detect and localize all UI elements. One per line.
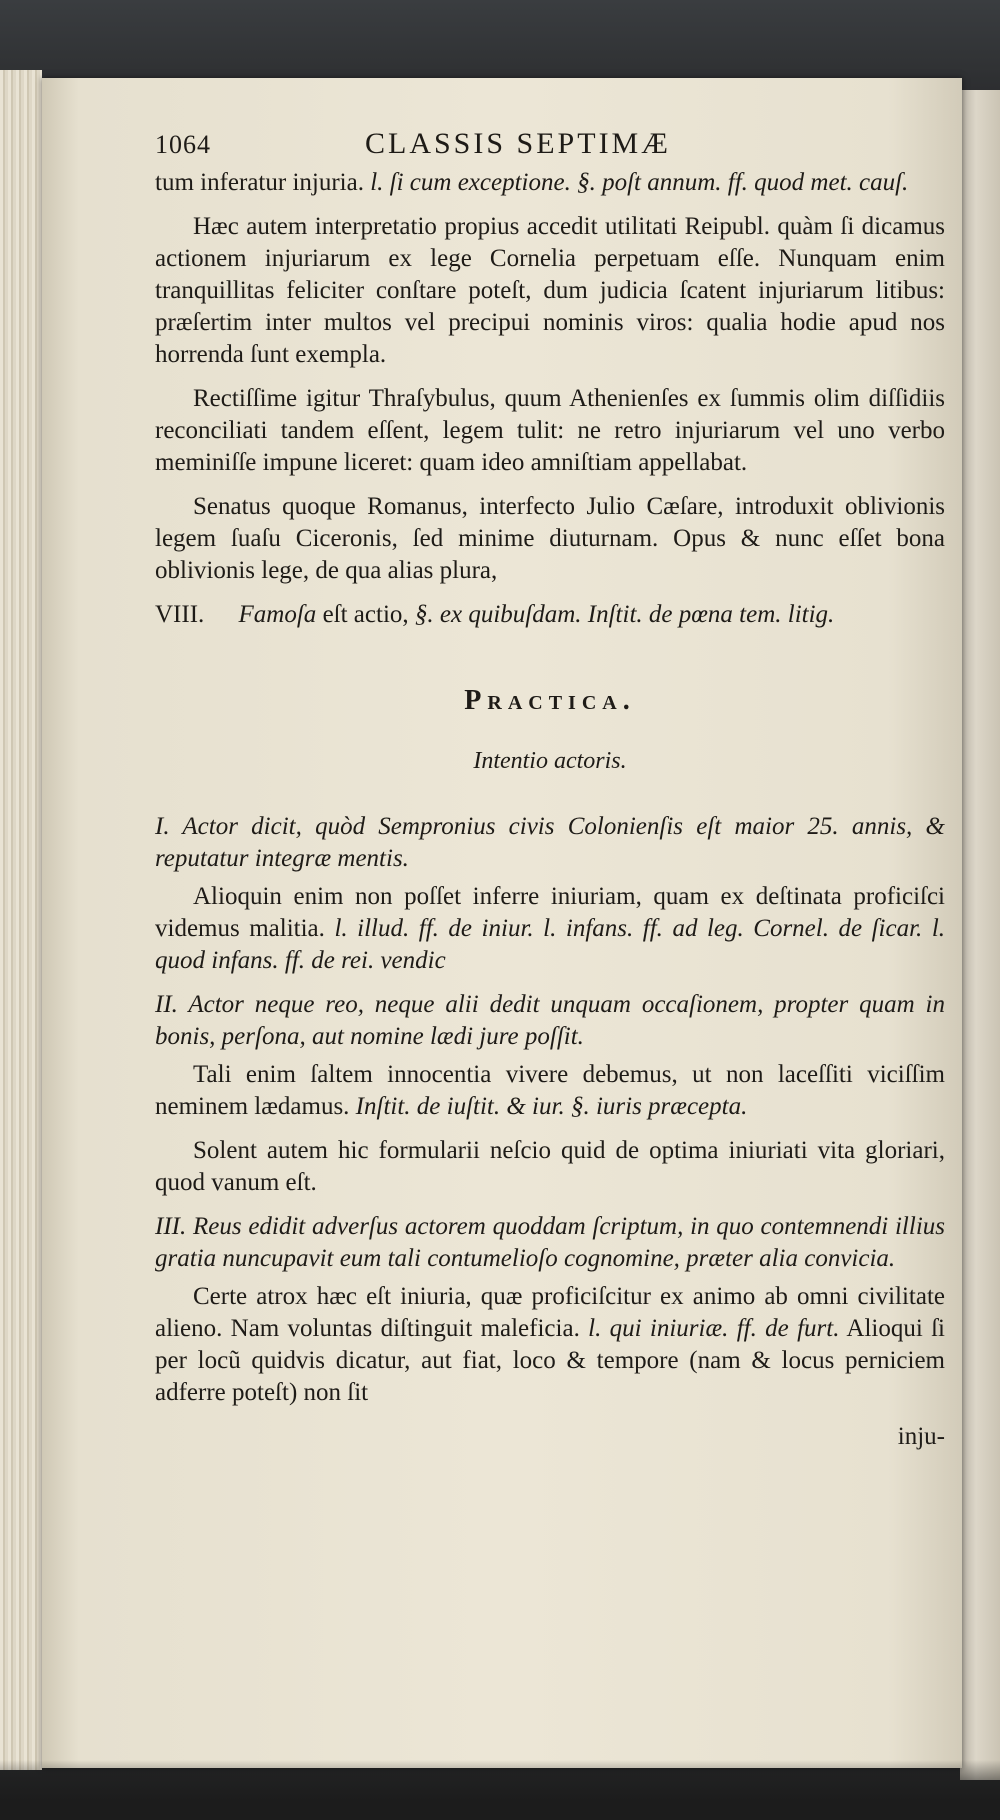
paragraph-3: Rectiſſime igitur Thraſybulus, quum Athenienſes ex ſummis olim diſſidiis reconciliati tandem eſſent, legem tulit: ne retro injuriarum vel uno verbo meminiſſe impune liceret: quam ideo amniſtiam appellabat. — [155, 385, 945, 476]
item-1-body — [155, 881, 945, 977]
item-3-body-text-2: Alioqui ſi per locũ quidvis dicatur, aut fiat, loco & tempore (nam & locus perniciem adferre poteſt) non ſit — [155, 1315, 945, 1406]
item-2-body — [155, 1059, 945, 1123]
page-header — [155, 128, 945, 161]
paragraph-1 — [155, 167, 945, 199]
book-page-edges-left — [0, 70, 42, 1770]
item-1-body-text: Alioquin enim non poſſet inferre iniuriam, quam ex deſtinata proficiſci videmus malitia. — [155, 883, 945, 942]
item-3-body-text: Certe atrox hæc eſt iniuria, quæ proficiſcitur ex animo ab omni civilitate alieno. Nam voluntas diſtinguit maleficia. — [155, 1283, 945, 1342]
section-heading-practica: Practica. — [464, 685, 636, 716]
p5-text: eſt actio, — [316, 601, 415, 628]
item-3-citation: l. qui iniuriæ. ff. de furt. — [588, 1315, 840, 1342]
item-3-numeral: III. — [155, 1213, 187, 1240]
item-2-citation: Inſtit. de iuſtit. & iur. §. iuris præcepta. — [355, 1093, 748, 1120]
item-2-numeral: II. — [155, 991, 178, 1018]
book-page-edges-right — [960, 90, 1000, 1780]
paragraph-5 — [155, 599, 945, 631]
item-2-body-2: Solent autem hic formularii neſcio quid de optima iniuriati vita gloriari, quod vanum eſt. — [155, 1137, 945, 1196]
item-1-text: Actor dicit, quòd Sempronius civis Colonienſis eſt maior 25. annis, & reputatur integræ mentis. — [155, 813, 945, 872]
section-numeral: VIII. — [155, 601, 205, 628]
practica-item-1 — [155, 811, 945, 875]
page-number: 1064 — [155, 130, 211, 159]
p1-text: tum inferatur injuria. — [155, 169, 364, 196]
subheading-intentio: Intentio actoris. — [473, 748, 627, 774]
paragraph-2: Hæc autem interpretatio propius accedit utilitati Reipubl. quàm ſi dicamus actionem injuriarum ex lege Cornelia perpetuam eſſe. Nunquam enim tranquillitas feliciter conſtare poteſt, dum judicia ſcatent injuriarum litibus: præſertim inter multos vel precipui nominis viros: qualia hodie apud nos horrenda ſunt exempla. — [155, 213, 945, 368]
item-3-body — [155, 1281, 945, 1409]
item-2-body-text: Tali enim ſaltem innocentia vivere debemus, ut non laceſſiti viciſſim neminem lædamus. — [155, 1061, 945, 1120]
paragraph-4: Senatus quoque Romanus, interfecto Julio Cæſare, introduxit oblivionis legem ſuaſu Ciceronis, ſed minime diuturnam. Opus & nunc eſſet bona oblivionis lege, de qua alias plura, — [155, 493, 945, 584]
p1-citation: l. ſi cum exceptione. §. poſt annum. ff. quod met. cauſ. — [370, 169, 909, 196]
item-1-numeral: I. — [155, 813, 170, 840]
running-title: CLASSIS SEPTIMÆ — [365, 127, 671, 160]
practica-item-2 — [155, 989, 945, 1053]
p5-lead: Famoſa — [238, 601, 317, 628]
item-1-citation: l. illud. ff. de iniur. l. infans. ff. ad leg. Cornel. de ſicar. l. quod infans. ff. de rei. vendic — [155, 915, 946, 974]
practica-item-3 — [155, 1211, 945, 1275]
item-3-text: Reus edidit adverſus actorem quoddam ſcriptum, in quo contemnendi illius gratia nuncupavit eum tali contumelioſo cognomine, præter alia convicia. — [155, 1213, 945, 1272]
catchword: inju- — [897, 1423, 945, 1450]
p5-citation: §. ex quibuſdam. Inſtit. de pœna tem. litig. — [414, 601, 835, 628]
bottom-shadow — [0, 1760, 1000, 1820]
page-content — [155, 128, 945, 1453]
item-2-text: Actor neque reo, neque alii dedit unquam occaſionem, propter quam in bonis, perſona, aut nomine lædi jure poſſit. — [155, 991, 945, 1050]
